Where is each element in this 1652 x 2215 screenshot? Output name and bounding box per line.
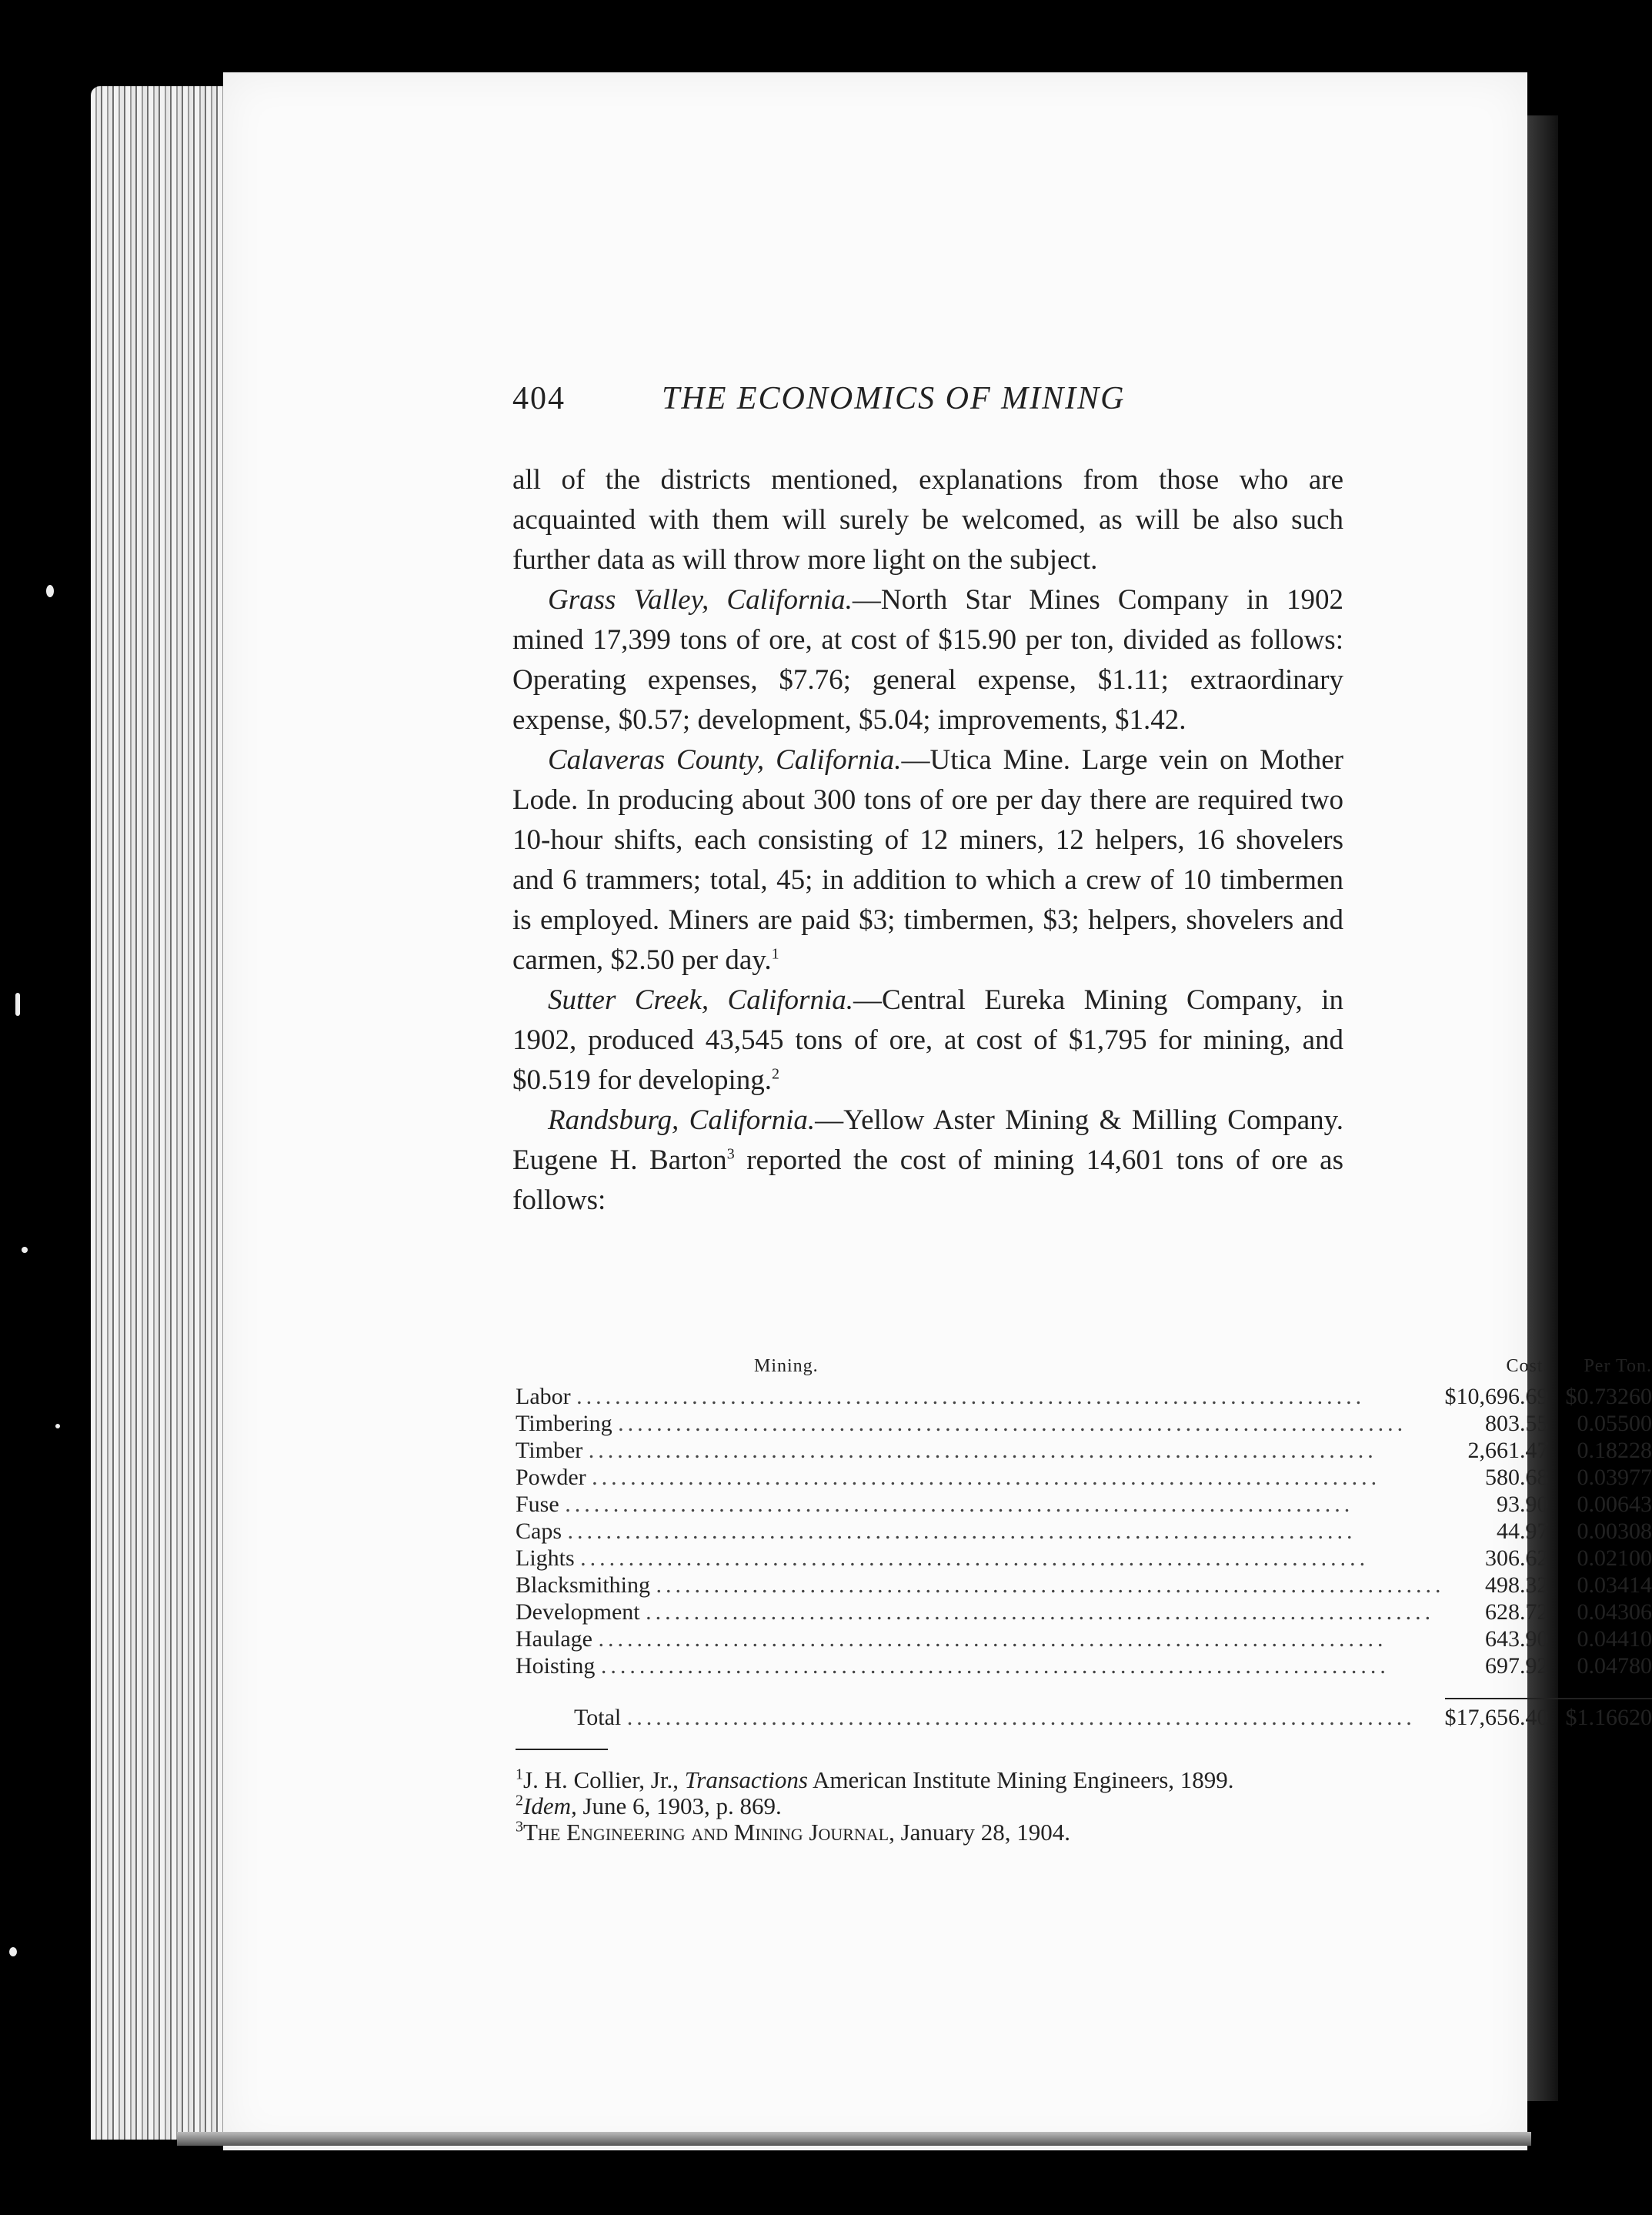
row-cost: 643.90 [1485,1626,1549,1652]
footnotes [516,1767,1348,1846]
paragraph [512,460,1343,580]
row-label: Timber [516,1438,583,1463]
dot-leader: .................................................................................. [656,1572,1445,1598]
row-label-cell [516,1410,1445,1437]
row-cost: $10,696.69 [1444,1384,1549,1409]
running-head [512,380,1351,426]
paragraph-text: —Yellow Aster Mining & Milling Company. Eugene H. Barton [512,1104,1343,1176]
footnote-ref: 2 [772,1065,780,1083]
total-label: Total [574,1704,622,1730]
place-heading: Grass Valley, California. [548,584,853,616]
footnote-1 [516,1767,1348,1793]
book-page-edges [91,86,229,2140]
table-row [516,1437,1652,1464]
dot-leader: .................................................................................. [576,1384,1366,1409]
dot-leader: .................................................................................. [618,1411,1407,1436]
table-row [516,1410,1652,1437]
footnote-mark: 1 [516,1766,523,1783]
table-row [516,1518,1652,1545]
paragraph-text: —North Star Mines Company in 1902 mined 17,399 tons of ore, at cost of $15.90 per ton, divided as follows: Operating expenses, $7.76; general expense, $1.11; extraordinary expense, $0.57; development, $5.04; improvements, $1.42. [512,584,1343,736]
running-title: THE ECONOMICS OF MINING [662,381,1126,416]
place-heading: Calaveras County, California. [548,744,902,776]
footnote-mark: 3 [516,1818,523,1836]
table-row [516,1383,1652,1410]
row-label: Powder [516,1465,586,1490]
row-label: Timbering [516,1411,612,1436]
place-heading: Randsburg, California. [548,1104,816,1136]
table-body [516,1383,1652,1679]
row-label: Haulage [516,1626,592,1652]
row-label-cell [516,1491,1445,1518]
row-label-cell [516,1518,1445,1545]
row-per-ton: 0.00308 [1577,1518,1652,1544]
paragraph-text: reported the cost of mining 14,601 tons of ore as follows: [512,1144,1344,1216]
row-cost: 498.32 [1485,1572,1549,1598]
header-cost: Cost. [1506,1356,1549,1376]
row-cost: 2,661.47 [1467,1438,1549,1463]
paragraph-text: —Central Eureka Mining Company, in 1902, produced 43,545 tons of ore, at cost of $1,795 for mining, and $0.519 for developing. [512,984,1343,1096]
table-row [516,1599,1652,1625]
row-per-ton: 0.03977 [1577,1465,1652,1490]
row-label-cell [516,1464,1445,1491]
row-cost: 306.62 [1485,1545,1549,1571]
table-row [516,1491,1652,1518]
row-label-cell [516,1545,1445,1572]
footnote-ref: 3 [726,1145,735,1163]
row-per-ton: 0.02100 [1577,1545,1652,1571]
row-per-ton: 0.04306 [1577,1599,1652,1625]
dot-leader: .................................................................................. [565,1492,1354,1517]
row-label-cell [516,1437,1445,1464]
paragraph [512,981,1343,1101]
mining-cost-table [516,1356,1652,1731]
row-per-ton: 0.00643 [1577,1492,1652,1517]
footnote-italic: Idem, [523,1792,577,1819]
dot-leader: .................................................................................. [567,1518,1357,1544]
footnote-mark: 2 [516,1792,523,1809]
dot-leader: .................................................................................. [580,1545,1370,1571]
paragraph [512,1101,1343,1221]
row-label: Hoisting [516,1653,596,1679]
row-label-cell [516,1599,1445,1625]
table-total-row [516,1699,1652,1731]
row-cost: 697.92 [1485,1653,1549,1679]
row-label-cell [516,1383,1445,1410]
dot-leader: .................................................................................. [588,1438,1377,1463]
dot-leader: .................................................................................. [626,1704,1416,1730]
table-row [516,1652,1652,1679]
footnote-text: J. H. Collier, Jr., [523,1766,685,1793]
footnote-2 [516,1793,1348,1819]
row-cost: 803.55 [1485,1411,1549,1436]
row-per-ton: $0.73260 [1565,1384,1652,1409]
table-row [516,1545,1652,1572]
footnote-rule [516,1749,608,1750]
total-label-cell [516,1699,1445,1731]
footnote-text: American Institute Mining Engineers, 1899. [807,1766,1234,1793]
row-label-cell [516,1572,1445,1599]
book-bottom-edge [177,2132,1531,2146]
row-label-cell [516,1625,1445,1652]
footnote-text: June 6, 1903, p. 869. [576,1792,782,1819]
paragraph [512,740,1343,981]
row-per-ton: 0.18228 [1577,1438,1652,1463]
facing-page-edge [1527,115,1558,2101]
row-cost: 628.72 [1485,1599,1549,1625]
row-label: Labor [516,1384,571,1409]
table-header-row [516,1356,1652,1383]
paragraph-text: all of the districts mentioned, explanations from those who are acquainted with them will surely be welcomed, as will be also such further data as will throw more light on the subject. [512,464,1343,576]
row-label-cell [516,1652,1445,1679]
paragraph-text: —Utica Mine. Large vein on Mother Lode. In producing about 300 tons of ore per day there are required two 10-hour shifts, each consisting of 12 miners, 12 helpers, 16 shovelers and 6 trammers; total, 45; in addition to which a crew of 10 timbermen is employed. Miners are paid $3; timbermen, $3; helpers, shovelers and carmen, $2.50 per day. [512,744,1344,976]
footnote-3 [516,1819,1348,1846]
row-label: Caps [516,1518,562,1544]
body-text [512,460,1343,1221]
table-rule-row [516,1679,1652,1699]
dot-leader: .................................................................................. [646,1599,1435,1625]
table-row [516,1572,1652,1599]
table-row [516,1464,1652,1491]
footnote-ref: 1 [771,945,779,963]
header-per-ton: Per Ton. [1584,1356,1652,1376]
dot-leader: .................................................................................. [600,1653,1390,1679]
row-label: Lights [516,1545,575,1571]
dot-leader: .................................................................................. [592,1465,1381,1490]
row-label: Development [516,1599,640,1625]
table-row [516,1625,1652,1652]
header-item: Mining. [754,1356,819,1376]
row-per-ton: 0.04780 [1577,1653,1652,1679]
footnote-smallcaps: The Engineering and Mining Journal, [523,1819,895,1846]
row-label: Blacksmithing [516,1572,650,1598]
total-per-ton: $1.16620 [1565,1705,1652,1730]
row-per-ton: 0.03414 [1577,1572,1652,1598]
page-number: 404 [512,381,566,416]
row-per-ton: 0.05500 [1577,1411,1652,1436]
place-heading: Sutter Creek, California. [548,984,853,1016]
dot-leader: .................................................................................. [598,1626,1387,1652]
paragraph [512,580,1343,740]
footnote-text: January 28, 1904. [894,1819,1071,1846]
row-label: Fuse [516,1492,559,1517]
row-cost: 93.90 [1497,1492,1549,1517]
row-cost: 580.68 [1485,1465,1549,1490]
footnote-italic: Transactions [684,1766,808,1793]
total-cost: $17,656.40 [1444,1705,1549,1730]
row-per-ton: 0.04410 [1577,1626,1652,1652]
row-cost: 44.97 [1497,1518,1549,1544]
